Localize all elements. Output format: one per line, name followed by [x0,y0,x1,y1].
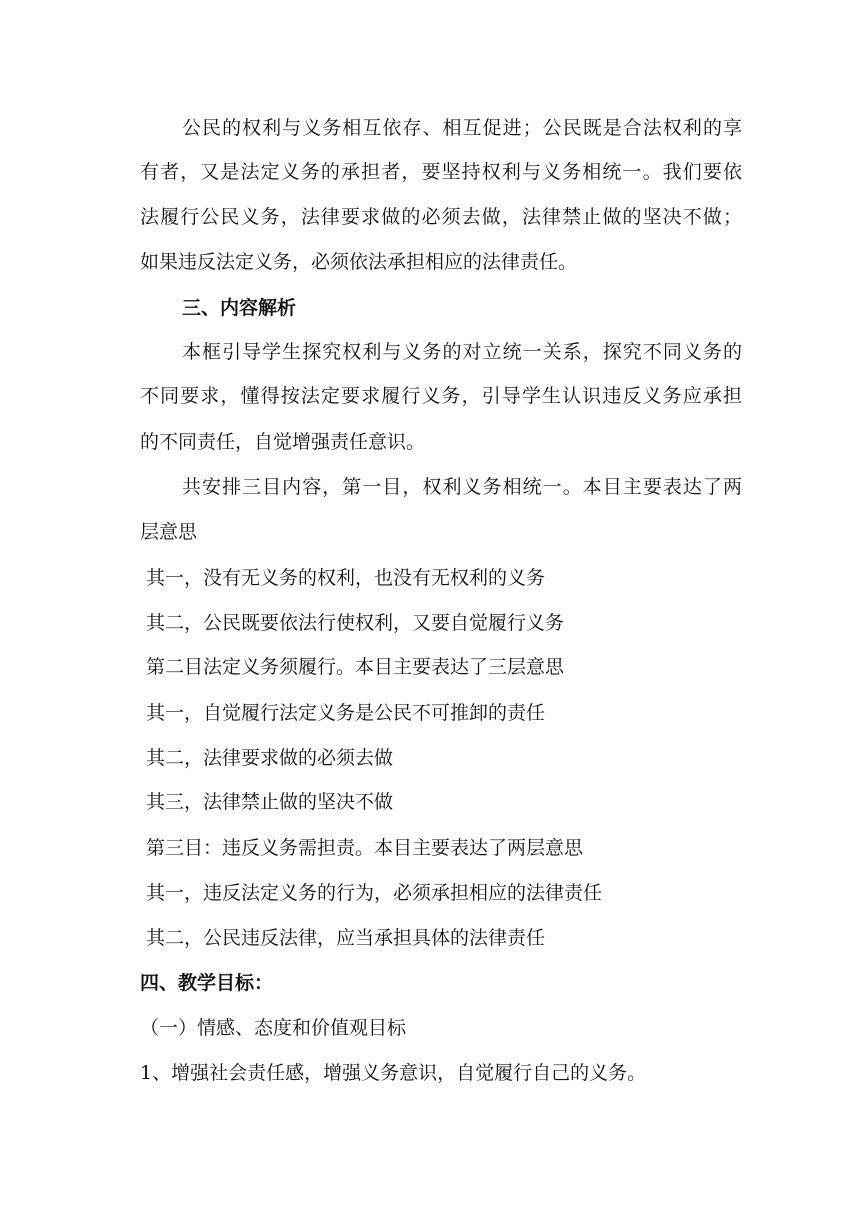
paragraph-line-3: 法履行公民义务，法律要求做的必须去做，法律禁止做的坚决不做； [140,206,742,228]
list-item-7: 其二，公民违反法律，应当承担具体的法律责任 [146,927,546,949]
paragraph-line-1: 公民的权利与义务相互依存、相互促进；公民既是合法权利的享 [182,117,742,139]
list-item-5: 其三，法律禁止做的坚决不做 [146,791,394,813]
paragraph-line-2: 有者，又是法定义务的承担者，要坚持权利与义务相统一。我们要依 [140,161,742,183]
subheading-second-item: 第二目法定义务须履行。本目主要表达了三层意思 [146,656,565,678]
paragraph-line-5: 本框引导学生探究权利与义务的对立统一关系，探究不同义务的 [182,341,742,363]
list-item-2: 其二，公民既要依法行使权利，又要自觉履行义务 [146,612,565,634]
paragraph-line-7: 的不同责任，自觉增强责任意识。 [140,431,426,453]
paragraph-line-4: 如果违反法定义务，必须依法承担相应的法律责任。 [140,251,578,273]
list-item-6: 其一，违反法定义务的行为，必须承担相应的法律责任 [146,882,603,904]
subsection-heading-1: （一）情感、态度和价值观目标 [140,1017,407,1039]
goal-item-1: 1、增强社会责任感，增强义务意识，自觉履行自己的义务。 [140,1062,647,1084]
list-item-4: 其二，法律要求做的必须去做 [146,747,394,769]
subheading-third-item: 第三目：违反义务需担责。本目主要表达了两层意思 [146,837,584,859]
paragraph-line-6: 不同要求，懂得按法定要求履行义务，引导学生认识违反义务应承担 [140,385,742,407]
list-item-1: 其一，没有无义务的权利，也没有无权利的义务 [146,567,546,589]
paragraph-line-9: 层意思 [140,521,198,543]
list-item-3: 其一，自觉履行法定义务是公民不可推卸的责任 [146,702,546,724]
section-heading-teaching-goals: 四、教学目标： [140,972,274,994]
paragraph-line-8: 共安排三目内容，第一目，权利义务相统一。本目主要表达了两 [182,476,742,498]
section-heading-content-analysis: 三、内容解析 [182,297,297,319]
